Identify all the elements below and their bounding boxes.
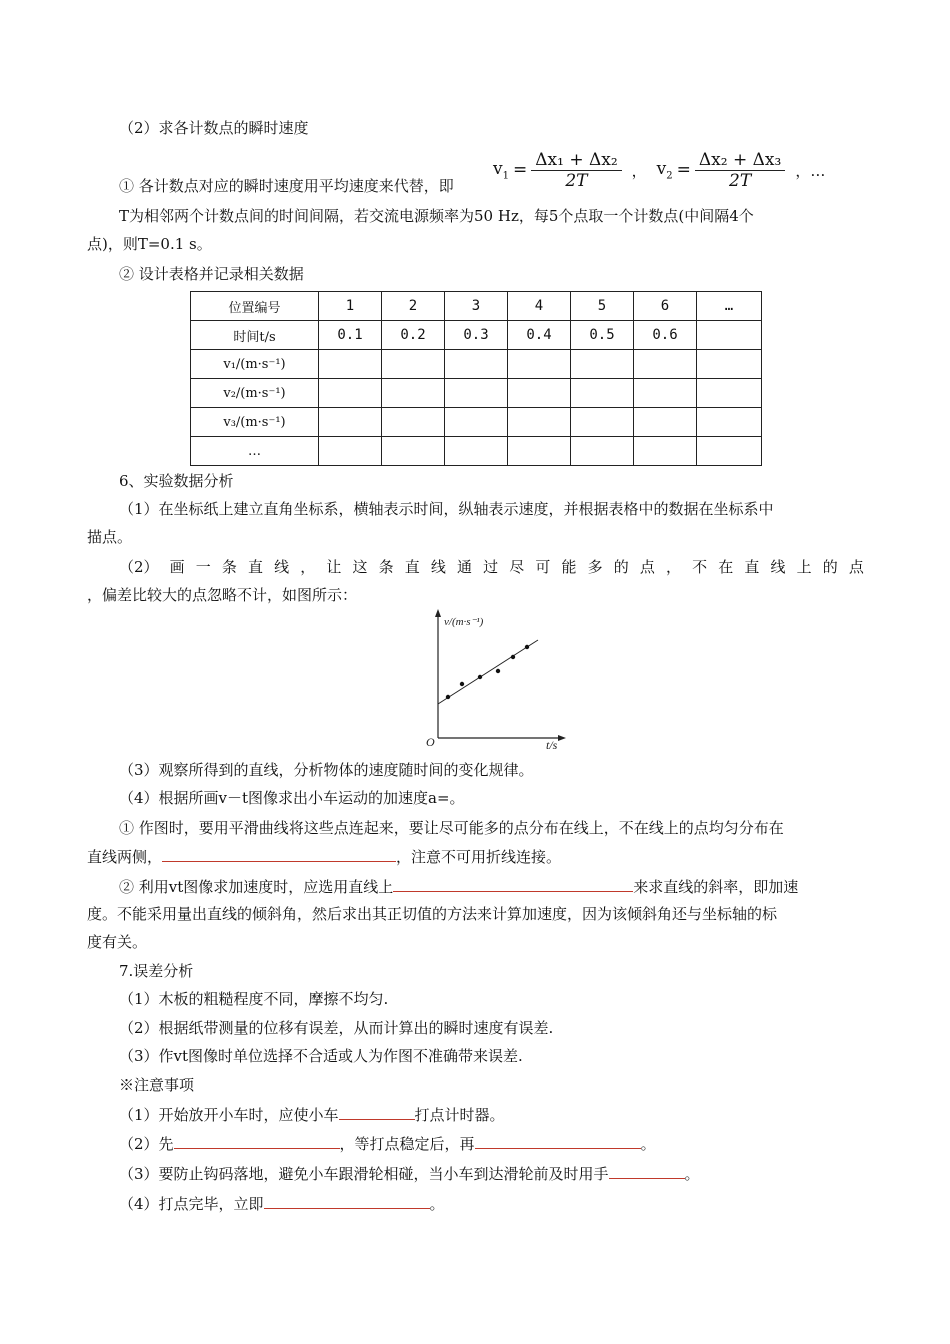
note2-text-b: 来求直线的斜率，即加速	[633, 878, 799, 896]
velocity-formula	[493, 145, 825, 195]
table-cell	[634, 379, 697, 408]
justified-char: 能	[561, 558, 577, 576]
attention-item-2	[119, 1132, 656, 1155]
justified-char: 画	[169, 558, 185, 576]
y-axis-label: v/(m·s⁻¹)	[444, 616, 484, 628]
v1-label: $v_1$	[493, 158, 509, 182]
t-definition-line2: 点)，则T=0.1 s。	[87, 235, 212, 253]
table-cell	[697, 408, 762, 437]
table-cell: …	[191, 437, 319, 466]
table-cell	[382, 350, 445, 379]
justified-char: 上	[796, 558, 812, 576]
data-point	[496, 669, 500, 673]
att1-text-a: （1）开始放开小车时，应使小车	[119, 1106, 339, 1124]
velocity-time-graph	[420, 605, 570, 755]
justified-char: 过	[483, 558, 499, 576]
justified-char: 尽	[509, 558, 525, 576]
table-cell	[571, 437, 634, 466]
justified-char: 在	[718, 558, 734, 576]
sec6-p3: （3）观察所得到的直线，分析物体的速度随时间的变化规律。	[119, 761, 534, 779]
data-table	[190, 291, 762, 466]
justified-char: 一	[195, 558, 211, 576]
t-definition-line1: T为相邻两个计数点间的时间间隔，若交流电源频率为50 Hz，每5个点取一个计数点(中间隔4个	[119, 207, 754, 225]
answer-blank[interactable]	[393, 875, 633, 892]
attention-item-3	[119, 1162, 700, 1185]
note2-line1	[119, 875, 798, 898]
note2-text-a: ② 利用vt图像求加速度时，应选用直线上	[119, 878, 394, 896]
section7-title: 7.误差分析	[119, 962, 194, 980]
justified-char: 线	[770, 558, 786, 576]
table-cell	[571, 379, 634, 408]
table-row	[191, 408, 762, 437]
table-cell: 0.3	[445, 321, 508, 350]
att2-text-a: （2）先	[119, 1135, 174, 1153]
table-cell	[508, 379, 571, 408]
data-point	[525, 645, 529, 649]
table-cell: v₂/(m·s⁻¹)	[191, 379, 319, 408]
error-item-1: （1）木板的粗糙程度不同，摩擦不均匀.	[119, 990, 389, 1008]
table-cell	[382, 379, 445, 408]
error-item-2: （2）根据纸带测量的位移有误差，从而计算出的瞬时速度有误差.	[119, 1019, 554, 1037]
justified-char: 让	[326, 558, 342, 576]
v1-denominator: 2T	[565, 170, 588, 191]
table-cell	[319, 437, 382, 466]
justified-char: 这	[352, 558, 368, 576]
justified-char: 直	[404, 558, 420, 576]
table-cell: 0.4	[508, 321, 571, 350]
section6-title: 6、实验数据分析	[119, 472, 234, 490]
table-cell: 0.6	[634, 321, 697, 350]
item2-text: ② 设计表格并记录相关数据	[119, 265, 304, 283]
sec6-p1-line1: （1）在坐标纸上建立直角坐标系，横轴表示时间，纵轴表示速度，并根据表格中的数据在坐标系中	[119, 500, 774, 518]
table-cell	[382, 437, 445, 466]
justified-char: 通	[457, 558, 473, 576]
note1-line1: ① 作图时，要用平滑曲线将这些点连起来，要让尽可能多的点分布在线上，不在线上的点均匀分布在	[119, 819, 784, 837]
v2-numerator: Δx₂ + Δx₃	[695, 150, 785, 171]
sec6-p2-line1	[119, 556, 864, 578]
fit-line	[438, 640, 538, 704]
table-cell: 0.1	[319, 321, 382, 350]
equals-sign: =	[512, 160, 528, 180]
justified-char: 直	[248, 558, 264, 576]
table-cell	[319, 408, 382, 437]
v2-fraction	[695, 150, 785, 191]
note2-line2: 度。不能采用量出直线的倾斜角，然后求出其正切值的方法来计算加速度，因为该倾斜角还与坐标轴的标	[87, 905, 778, 923]
table-cell: 3	[445, 292, 508, 321]
table-cell	[571, 408, 634, 437]
table-cell	[445, 437, 508, 466]
v2-denominator: 2T	[729, 170, 752, 191]
v1-fraction	[531, 150, 621, 191]
y-axis-arrow	[435, 609, 441, 617]
table-cell	[634, 437, 697, 466]
att4-text-a: （4）打点完毕，立即	[119, 1195, 264, 1213]
justified-char: 可	[535, 558, 551, 576]
answer-blank[interactable]	[339, 1103, 415, 1120]
sec6-p1-line2: 描点。	[87, 528, 133, 546]
note1-text-a: 直线两侧，	[87, 848, 163, 866]
table-cell: …	[697, 292, 762, 321]
origin-label: O	[426, 735, 435, 749]
table-cell	[697, 321, 762, 350]
table-cell	[697, 350, 762, 379]
x-axis-label: t/s	[546, 738, 558, 752]
data-point	[446, 695, 450, 699]
table-cell	[445, 408, 508, 437]
justified-char: ，	[300, 558, 316, 576]
table-cell	[634, 408, 697, 437]
table-cell: 位置编号	[191, 292, 319, 321]
table-cell	[319, 379, 382, 408]
data-point	[478, 675, 482, 679]
table-cell: 6	[634, 292, 697, 321]
step2-title: （2）求各计数点的瞬时速度	[119, 119, 309, 137]
answer-blank[interactable]	[174, 1132, 340, 1149]
table-cell	[571, 350, 634, 379]
attention-item-4	[119, 1192, 445, 1215]
att3-text-a: （3）要防止钩码落地，避免小车跟滑轮相碰，当小车到达滑轮前及时用手	[119, 1165, 609, 1183]
justified-char: 点	[639, 558, 655, 576]
sec6-p4: （4）根据所画v－t图像求出小车运动的加速度a=。	[119, 789, 465, 807]
table-cell: 5	[571, 292, 634, 321]
justified-char: 线	[430, 558, 446, 576]
justified-char: 条	[378, 558, 394, 576]
answer-blank[interactable]	[162, 845, 396, 862]
table-cell	[319, 350, 382, 379]
table-cell: 4	[508, 292, 571, 321]
note2-line3: 度有关。	[87, 933, 148, 951]
table-cell: 时间t/s	[191, 321, 319, 350]
justified-char: 的	[822, 558, 838, 576]
att1-text-b: 打点计时器。	[414, 1106, 505, 1124]
equals-sign: =	[676, 160, 691, 180]
x-axis-arrow	[558, 735, 566, 741]
table-cell: 1	[319, 292, 382, 321]
justified-char: （2）	[119, 558, 159, 576]
attention-item-1	[119, 1103, 505, 1126]
justified-char: 多	[587, 558, 603, 576]
justified-char: ，	[666, 558, 682, 576]
answer-blank[interactable]	[264, 1192, 430, 1209]
table-row	[191, 321, 762, 350]
data-point	[511, 655, 515, 659]
table-cell	[508, 408, 571, 437]
error-item-3: （3）作vt图像时单位选择不合适或人为作图不准确带来误差.	[119, 1047, 523, 1065]
table-row	[191, 292, 762, 321]
table-cell	[445, 350, 508, 379]
table-cell: 0.2	[382, 321, 445, 350]
item1-text: ① 各计数点对应的瞬时速度用平均速度来代替，即	[119, 177, 454, 195]
justified-char: 不	[692, 558, 708, 576]
data-point	[460, 682, 464, 686]
v1-numerator: Δx₁ + Δx₂	[531, 150, 621, 171]
table-row	[191, 379, 762, 408]
justified-char: 的	[613, 558, 629, 576]
table-cell	[508, 437, 571, 466]
table-row	[191, 350, 762, 379]
table-cell	[634, 350, 697, 379]
att2-text-c: 。	[640, 1135, 656, 1153]
table-cell: v₁/(m·s⁻¹)	[191, 350, 319, 379]
att3-text-b: 。	[684, 1165, 700, 1183]
table-cell	[697, 437, 762, 466]
justified-char: 直	[744, 558, 760, 576]
table-cell	[508, 350, 571, 379]
justified-char: 点	[848, 558, 864, 576]
table-cell	[445, 379, 508, 408]
note1-text-b: ，注意不可用折线连接。	[396, 848, 562, 866]
justified-char: 线	[274, 558, 290, 576]
v2-label: $v_2$	[656, 158, 673, 182]
table-cell	[697, 379, 762, 408]
note1-line2	[87, 845, 561, 868]
answer-blank[interactable]	[609, 1162, 685, 1179]
comma: ，	[631, 161, 647, 180]
table-cell: 0.5	[571, 321, 634, 350]
att4-text-b: 。	[429, 1195, 445, 1213]
justified-char: 条	[221, 558, 237, 576]
answer-blank[interactable]	[475, 1132, 641, 1149]
table-row	[191, 437, 762, 466]
table-cell	[382, 408, 445, 437]
sec6-p2-line2: ，偏差比较大的点忽略不计，如图所示：	[87, 586, 358, 604]
table-cell: v₃/(m·s⁻¹)	[191, 408, 319, 437]
att2-text-b: ，等打点稳定后，再	[339, 1135, 475, 1153]
table-cell: 2	[382, 292, 445, 321]
ellipsis: ，…	[795, 161, 826, 180]
attention-title: ※注意事项	[119, 1076, 195, 1094]
